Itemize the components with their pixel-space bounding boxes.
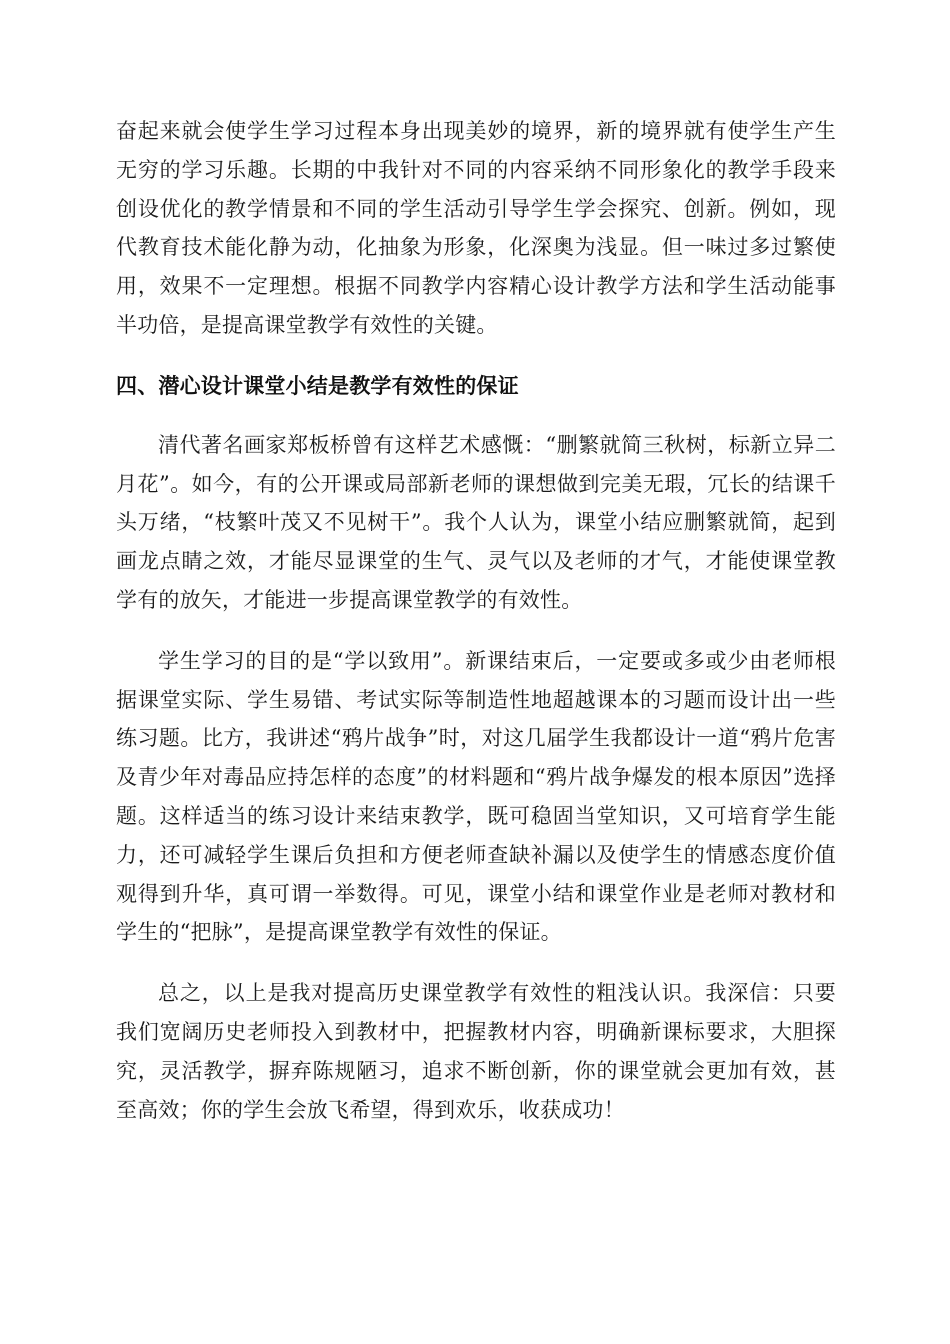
paragraph-conclusion: 总之，以上是我对提高历史课堂教学有效性的粗浅认识。我深信：只要我们宽阔历史老师投入到教材中，把握教材内容，明确新课标要求，大胆探究，灵活教学，摒弃陈规陋习，追求不断创新，你的课堂就会更加有效，甚至高效；你的学生会放飞希望，得到欢乐，收获成功！ — [116, 981, 836, 1122]
document-body — [116, 112, 836, 1129]
section-heading: 四、潜心设计课堂小结是教学有效性的保证 — [116, 373, 519, 398]
paragraph-continuation: 奋起来就会使学生学习过程本身出现美妙的境界，新的境界就有使学生产生无穷的学习乐趣。长期的中我针对不同的内容采纳不同形象化的教学手段来创设优化的教学情景和不同的学生活动引导学生学会探究、创新。例如，现代教育技术能化静为动，化抽象为形象，化深奥为浅显。但一味过多过繁使用，效果不一定理想。根据不同教学内容精心设计教学方法和学生活动能事半功倍，是提高课堂教学有效性的关键。 — [116, 119, 836, 337]
paragraph-learning-purpose: 学生学习的目的是“学以致用”。新课结束后，一定要或多或少由老师根据课堂实际、学生易错、考试实际等制造性地超越课本的习题而设计出一些练习题。比方，我讲述“鸦片战争”时，对这几届学生我都设计一道“鸦片危害及青少年对毒品应持怎样的态度”的材料题和“鸦片战争爆发的根本原因”选择题。这样适当的练习设计来结束教学，既可稳固当堂知识，又可培育学生能力，还可减轻学生课后负担和方便老师查缺补漏以及使学生的情感态度价值观得到升华，真可谓一举数得。可见，课堂小结和课堂作业是老师对教材和学生的“把脉”，是提高课堂教学有效性的保证。 — [116, 648, 836, 945]
paragraph-zheng-banqiao: 清代著名画家郑板桥曾有这样艺术感慨：“删繁就简三秋树，标新立异二月花”。如今，有的公开课或局部新老师的课想做到完美无瑕，冗长的结课千头万绪，“枝繁叶茂又不见树干”。我个人认为，课堂小结应删繁就简，起到画龙点睛之效，才能尽显课堂的生气、灵气以及老师的才气，才能使课堂教学有的放矢，才能进一步提高课堂教学的有效性。 — [116, 432, 836, 612]
